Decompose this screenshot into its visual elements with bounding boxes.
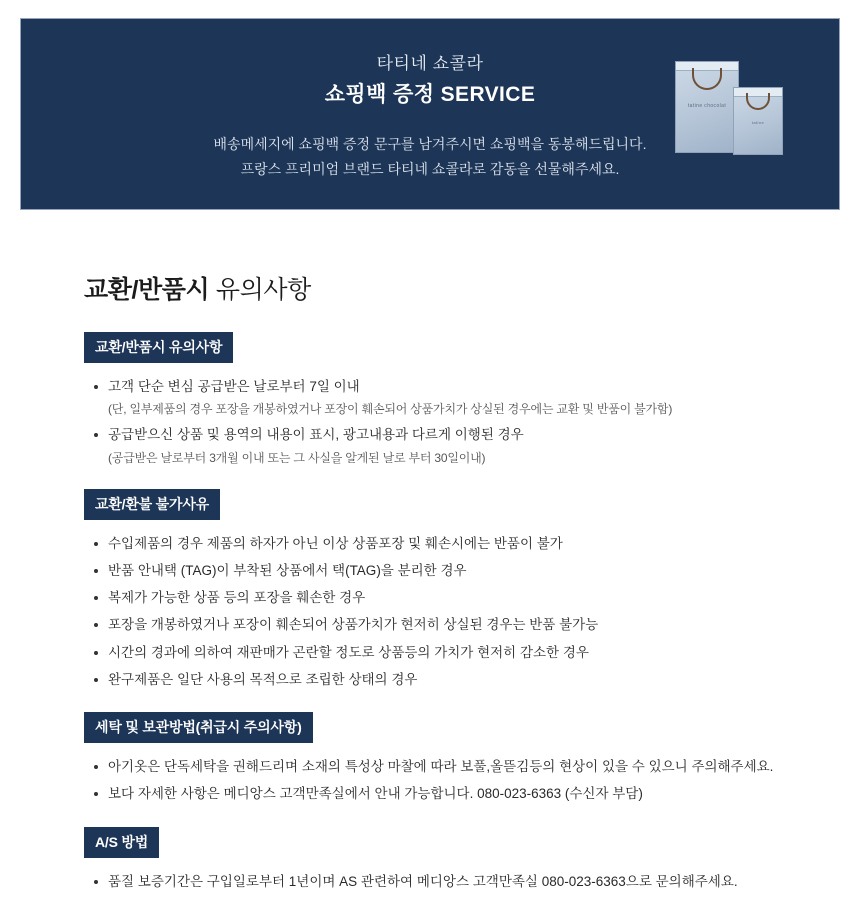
section-as-method — [84, 827, 776, 892]
list-item-text: 수입제품의 경우 제품의 하자가 아닌 이상 상품포장 및 훼손시에는 반품이 불가 — [108, 535, 563, 551]
promo-banner — [20, 18, 840, 210]
shopping-bag-icon — [667, 49, 797, 169]
section-tag: 교환/반품시 유의사항 — [84, 332, 233, 363]
list-item — [94, 643, 776, 663]
list-item — [94, 588, 776, 608]
promo-banner-wrapper — [0, 0, 860, 232]
list-item-text: 아기옷은 단독세탁을 권해드리며 소재의 특성상 마찰에 따라 보풀,올뜯김등의 현상이 있을 수 있으니 주의해주세요. — [108, 759, 774, 774]
section-tag: 세탁 및 보관방법(취급시 주의사항) — [84, 712, 313, 743]
bag-handle — [746, 93, 770, 110]
section-tag: 교환/환불 불가사유 — [84, 489, 220, 520]
list-item — [94, 615, 776, 635]
list-item — [94, 757, 776, 777]
bag-brand-label-large: tatine chocolat — [687, 103, 727, 110]
section-non-refundable-reasons — [84, 489, 776, 691]
promo-headline: 쇼핑백 증정 SERVICE — [324, 83, 536, 106]
promo-brand-name: 타티네 쇼콜라 — [376, 54, 484, 73]
section-washing-storage — [84, 712, 776, 805]
page-title-bold: 교환/반품시 — [84, 276, 210, 304]
section-list — [84, 534, 776, 691]
list-item — [94, 561, 776, 581]
bag-handle — [692, 68, 722, 90]
list-item-text: 완구제품은 일단 사용의 목적으로 조립한 상태의 경우 — [108, 671, 418, 687]
promo-description-line-1: 배송메세지에 쇼핑백 증정 문구를 남겨주시면 쇼핑백을 동봉해드립니다. — [213, 136, 647, 152]
list-item — [94, 872, 776, 892]
section-list — [84, 757, 776, 805]
list-item-text: 포장을 개봉하였거나 포장이 훼손되어 상품가치가 현저히 상실된 경우는 반품 불가능 — [108, 617, 599, 633]
list-item-text: 시간의 경과에 의하여 재판매가 곤란할 정도로 상품등의 가치가 현저히 감소한 경우 — [108, 644, 589, 660]
list-item-note: (공급받은 날로부터 3개월 이내 또는 그 사실을 알게된 날로 부터 30일이내) — [108, 450, 486, 465]
policy-content — [0, 232, 860, 892]
list-item — [94, 670, 776, 690]
list-item-text: 복제가 가능한 상품 등의 포장을 훼손한 경우 — [108, 590, 366, 605]
list-item — [94, 534, 776, 554]
shopping-bag-large-icon — [675, 61, 739, 153]
section-tag: A/S 방법 — [84, 827, 159, 858]
list-item-text: 보다 자세한 사항은 메디앙스 고객만족실에서 안내 가능합니다. 080-023-6363 (수신자 부담) — [108, 786, 643, 802]
list-item-text: 공급받으신 상품 및 용역의 내용이 표시, 광고내용과 다르게 이행된 경우 — [108, 427, 524, 443]
section-exchange-return-notice — [84, 332, 776, 467]
page-title-light: 유의사항 — [215, 276, 311, 304]
list-item-text: 고객 단순 변심 공급받은 날로부터 7일 이내 — [108, 379, 360, 394]
list-item-text: 품질 보증기간은 구입일로부터 1년이며 AS 관련하여 메디앙스 고객만족실 080-023-6363으로 문의해주세요. — [108, 873, 738, 889]
list-item — [94, 425, 776, 466]
bag-brand-label-small: tatine — [751, 119, 765, 125]
list-item-note: (단, 일부제품의 경우 포장을 개봉하였거나 포장이 훼손되어 상품가치가 상실된 경우에는 교환 및 반품이 불가함) — [108, 402, 673, 417]
list-item — [94, 784, 776, 804]
shopping-bag-small-icon — [733, 87, 783, 155]
promo-description-line-2: 프랑스 프리미엄 브랜드 타티네 쇼콜라로 감동을 선물해주세요. — [240, 160, 620, 177]
section-list — [84, 377, 776, 467]
list-item — [94, 377, 776, 418]
page-title — [84, 270, 776, 306]
list-item-text: 반품 안내택 (TAG)이 부착된 상품에서 택(TAG)을 분리한 경우 — [108, 562, 467, 578]
section-list — [84, 872, 776, 892]
